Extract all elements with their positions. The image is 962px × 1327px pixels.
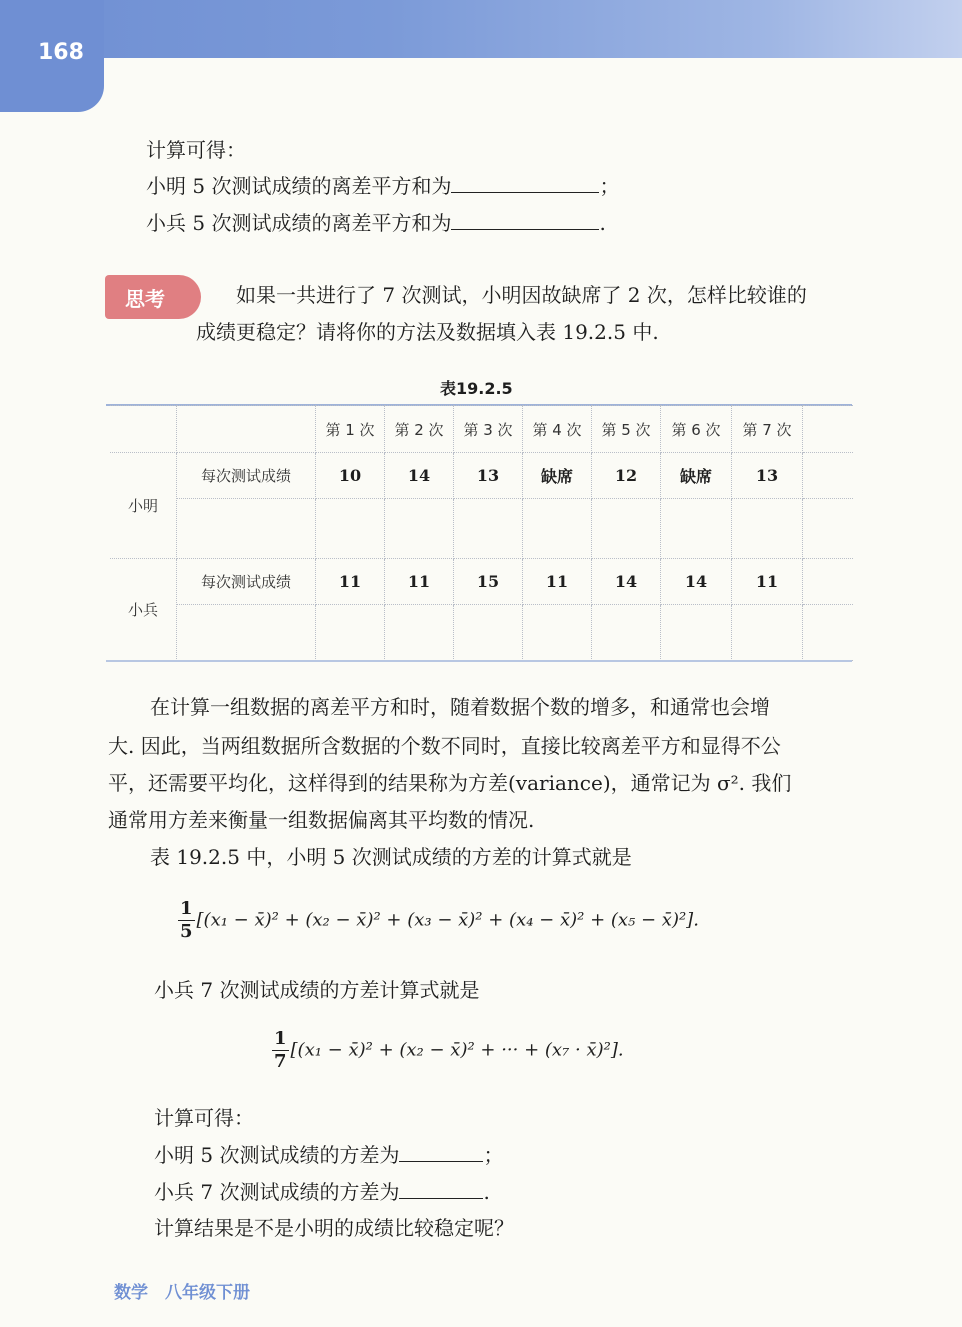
formula-bing: [272, 1028, 624, 1073]
score-cell: 11: [385, 559, 454, 605]
header-band: [0, 0, 962, 58]
fraction-denominator: 7: [274, 1051, 287, 1072]
score-cell: 11: [732, 559, 803, 605]
bing-sum-blank[interactable]: [451, 211, 599, 230]
score-cell: 12: [592, 453, 661, 499]
row-label: 每次测试成绩: [177, 559, 316, 605]
score-cell: 缺席: [661, 453, 732, 499]
ming-sum-line: [146, 172, 619, 200]
ming-var-blank[interactable]: [399, 1143, 483, 1162]
empty-cell[interactable]: [661, 605, 732, 661]
bing-formula-intro: 小兵 7 次测试成绩的方差计算式就是: [154, 978, 480, 1002]
fraction: [178, 898, 195, 943]
blank-end-cell: [803, 605, 854, 661]
para-line-1: 在计算一组数据的离差平方和时，随着数据个数的增多，和通常也会增: [150, 695, 770, 719]
header-cell: 第 2 次: [385, 406, 454, 453]
person-ming: 小明: [110, 453, 177, 559]
score-cell: 10: [316, 453, 385, 499]
empty-cell[interactable]: [661, 499, 732, 559]
blank-end-cell: [803, 559, 854, 605]
empty-cell[interactable]: [732, 499, 803, 559]
row-label: 每次测试成绩: [177, 453, 316, 499]
table-row: [110, 559, 853, 605]
blank-end-cell: [803, 453, 854, 499]
header-cell: 第 7 次: [732, 406, 803, 453]
blank-end-cell: [803, 499, 854, 559]
score-cell: 13: [454, 453, 523, 499]
ming-var-line: [154, 1141, 503, 1169]
formula-body: [(x₁ − x̄)² + (x₂ − x̄)² + ··· + (x₇ · x̄)²].: [290, 1039, 624, 1061]
final-question: 计算结果是不是小明的成绩比较稳定呢？: [154, 1216, 514, 1240]
bing-sum-text: 小兵 5 次测试成绩的离差平方和为: [146, 211, 452, 235]
score-cell: 14: [661, 559, 732, 605]
think-badge: 思考: [105, 275, 201, 319]
score-cell: 11: [523, 559, 592, 605]
empty-cell[interactable]: [454, 499, 523, 559]
score-cell: 缺席: [523, 453, 592, 499]
header-cell: 第 5 次: [592, 406, 661, 453]
para-line-2: 大. 因此，当两组数据所含数据的个数不同时，直接比较离差平方和显得不公: [108, 734, 781, 758]
ming-sum-text: 小明 5 次测试成绩的离差平方和为: [146, 174, 452, 198]
ming-sum-end: ；: [599, 174, 620, 198]
table-bottom-rule: [106, 660, 852, 662]
footer-book-title: 数学 八年级下册: [114, 1283, 250, 1303]
think-line-1: 如果一共进行了 7 次测试，小明因故缺席了 2 次，怎样比较谁的: [236, 283, 807, 307]
para-line-4: 通常用方差来衡量一组数据偏离其平均数的情况.: [108, 808, 535, 832]
bing-var-line: [154, 1178, 490, 1206]
empty-cell[interactable]: [454, 605, 523, 661]
formula-ming: [178, 898, 699, 943]
header-cell: 第 3 次: [454, 406, 523, 453]
empty-cell[interactable]: [316, 605, 385, 661]
fraction-numerator: 1: [274, 1028, 287, 1049]
table-row-empty: [110, 499, 853, 559]
page-number: 168: [38, 40, 84, 65]
empty-cell[interactable]: [385, 499, 454, 559]
header-cell: 第 4 次: [523, 406, 592, 453]
empty-cell[interactable]: [592, 605, 661, 661]
empty-cell[interactable]: [316, 499, 385, 559]
header-cell: 第 1 次: [316, 406, 385, 453]
person-bing: 小兵: [110, 559, 177, 661]
blank-corner-cell: [110, 406, 177, 453]
score-cell: 15: [454, 559, 523, 605]
ming-var-text: 小明 5 次测试成绩的方差为: [154, 1143, 400, 1167]
score-cell: 11: [316, 559, 385, 605]
empty-cell[interactable]: [177, 499, 316, 559]
calc-label-2: 计算可得：: [154, 1106, 254, 1130]
ming-sum-blank[interactable]: [451, 174, 599, 193]
empty-cell[interactable]: [385, 605, 454, 661]
bing-var-text: 小兵 7 次测试成绩的方差为: [154, 1180, 400, 1204]
para-line-3: 平，还需要平均化，这样得到的结果称为方差(variance)，通常记为 σ². 我们: [108, 771, 792, 795]
bing-sum-line: [146, 209, 606, 237]
empty-cell[interactable]: [523, 499, 592, 559]
fraction: [272, 1028, 289, 1073]
blank-label-cell: [177, 406, 316, 453]
fraction-numerator: 1: [180, 898, 193, 919]
bing-var-blank[interactable]: [399, 1180, 483, 1199]
calc-label-1: 计算可得：: [146, 138, 246, 162]
empty-cell[interactable]: [592, 499, 661, 559]
table-row: [110, 453, 853, 499]
score-cell: 14: [592, 559, 661, 605]
header-cell: 第 6 次: [661, 406, 732, 453]
empty-cell[interactable]: [732, 605, 803, 661]
think-line-2: 成绩更稳定？请将你的方法及数据填入表 19.2.5 中.: [196, 320, 659, 344]
score-cell: 14: [385, 453, 454, 499]
empty-cell[interactable]: [177, 605, 316, 661]
empty-cell[interactable]: [523, 605, 592, 661]
para-line-5: 表 19.2.5 中，小明 5 次测试成绩的方差的计算式就是: [150, 845, 632, 869]
bing-var-end: .: [483, 1180, 490, 1204]
formula-body: [(x₁ − x̄)² + (x₂ − x̄)² + (x₃ − x̄)² + (x₄ − x̄)² + (x₅ − x̄)²].: [196, 909, 699, 931]
ming-var-end: ；: [483, 1143, 504, 1167]
table-caption: 表19.2.5: [440, 379, 513, 398]
blank-end-cell: [803, 406, 854, 453]
table-header-row: [110, 406, 853, 453]
fraction-denominator: 5: [180, 921, 193, 942]
data-table: [110, 405, 853, 661]
score-cell: 13: [732, 453, 803, 499]
bing-sum-end: .: [599, 211, 606, 235]
table-row-empty: [110, 605, 853, 661]
